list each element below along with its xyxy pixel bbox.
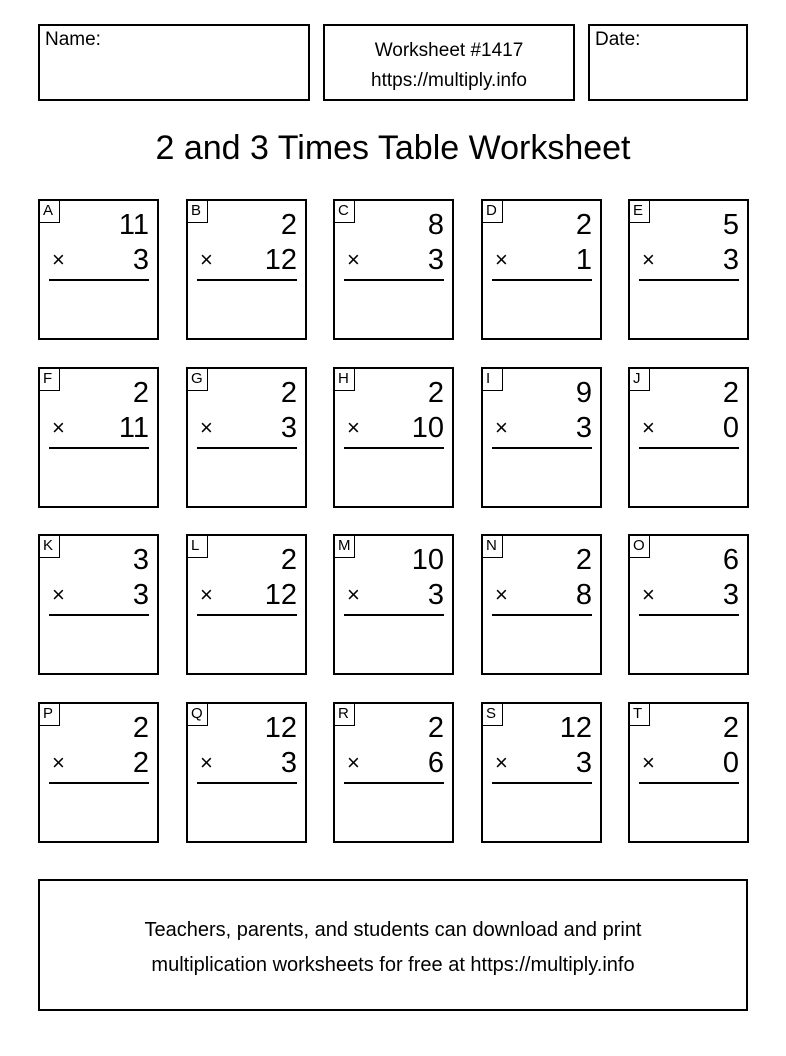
answer-line [49,279,149,281]
problem-o[interactable] [628,534,749,675]
footer-line-2: multiplication worksheets for free at https://multiply.info [151,954,635,976]
footer-line-1: Teachers, parents, and students can download and print [144,919,642,941]
problem-e[interactable] [628,199,749,340]
times-sign: × [495,582,508,607]
multiplier: 3 [427,579,444,611]
problem-b[interactable] [186,199,307,340]
times-sign: × [52,750,65,775]
problem-letter: P [40,704,60,726]
answer-line [197,279,297,281]
problem-p[interactable] [38,702,159,843]
multiplier: 3 [427,244,444,276]
multiplicand: 9 [575,377,592,409]
answer-line [639,447,739,449]
answer-line [639,614,739,616]
answer-line [344,614,444,616]
times-sign: × [52,247,65,272]
problem-letter: R [335,704,355,726]
problem-letter: G [188,369,208,391]
multiplicand: 2 [427,712,444,744]
answer-line [49,614,149,616]
problem-c[interactable] [333,199,454,340]
times-sign: × [642,247,655,272]
multiplier: 12 [264,244,297,276]
multiplicand: 2 [722,712,739,744]
multiplicand: 2 [280,544,297,576]
multiplicand: 3 [132,544,149,576]
multiplier: 10 [411,412,444,444]
times-sign: × [347,247,360,272]
answer-line [639,782,739,784]
multiplicand: 12 [559,712,592,744]
problem-letter: I [483,369,503,391]
answer-line [492,447,592,449]
problem-f[interactable] [38,367,159,508]
problem-j[interactable] [628,367,749,508]
date-label: Date: [595,29,641,50]
times-sign: × [200,247,213,272]
problem-h[interactable] [333,367,454,508]
times-sign: × [200,750,213,775]
multiplier: 3 [722,579,739,611]
multiplier: 0 [722,747,739,779]
problem-l[interactable] [186,534,307,675]
problem-s[interactable] [481,702,602,843]
problem-letter: E [630,201,650,223]
multiplicand: 2 [722,377,739,409]
problem-g[interactable] [186,367,307,508]
multiplier: 3 [132,579,149,611]
problem-letter: J [630,369,650,391]
problem-letter: F [40,369,60,391]
multiplicand: 12 [264,712,297,744]
multiplicand: 2 [280,377,297,409]
problem-grid [38,199,749,842]
answer-line [492,279,592,281]
multiplier: 8 [575,579,592,611]
problem-n[interactable] [481,534,602,675]
multiplicand: 2 [575,544,592,576]
name-label: Name: [45,29,101,50]
multiplicand: 6 [722,544,739,576]
page-title: 2 and 3 Times Table Worksheet [155,129,631,167]
multiplicand: 2 [280,209,297,241]
problem-d[interactable] [481,199,602,340]
times-sign: × [495,750,508,775]
times-sign: × [495,415,508,440]
problem-letter: T [630,704,650,726]
times-sign: × [200,582,213,607]
multiplier: 0 [722,412,739,444]
answer-line [344,447,444,449]
multiplicand: 2 [132,712,149,744]
answer-line [197,447,297,449]
answer-line [49,447,149,449]
problem-r[interactable] [333,702,454,843]
answer-line [49,782,149,784]
problem-letter: K [40,536,60,558]
times-sign: × [642,750,655,775]
answer-line [492,782,592,784]
multiplicand: 11 [118,209,149,241]
problem-k[interactable] [38,534,159,675]
multiplier: 6 [427,747,444,779]
problem-letter: D [483,201,503,223]
multiplier: 3 [132,244,149,276]
problem-letter: S [483,704,503,726]
problem-q[interactable] [186,702,307,843]
date-field-box[interactable] [588,24,748,101]
answer-line [197,782,297,784]
multiplicand: 2 [575,209,592,241]
multiplier: 2 [132,747,149,779]
problem-t[interactable] [628,702,749,843]
name-field-box[interactable] [38,24,310,101]
worksheet-number: Worksheet #1417 [374,40,524,61]
problem-letter: H [335,369,355,391]
times-sign: × [52,415,65,440]
multiplier: 12 [264,579,297,611]
multiplier: 1 [575,244,592,276]
multiplicand: 5 [722,209,739,241]
problem-letter: C [335,201,355,223]
problem-m[interactable] [333,534,454,675]
multiplicand: 8 [427,209,444,241]
problem-letter: A [40,201,60,223]
times-sign: × [495,247,508,272]
times-sign: × [347,415,360,440]
answer-line [344,279,444,281]
multiplier: 11 [118,412,149,444]
multiplicand: 2 [427,377,444,409]
answer-line [197,614,297,616]
times-sign: × [200,415,213,440]
problem-letter: N [483,536,503,558]
worksheet-url: https://multiply.info [371,70,527,91]
problem-letter: Q [188,704,208,726]
problem-letter: B [188,201,208,223]
answer-line [639,279,739,281]
problem-letter: O [630,536,650,558]
multiplier: 3 [280,412,297,444]
times-sign: × [347,582,360,607]
times-sign: × [52,582,65,607]
multiplier: 3 [722,244,739,276]
problem-letter: L [188,536,208,558]
worksheet-info-box [323,24,575,101]
times-sign: × [347,750,360,775]
problem-i[interactable] [481,367,602,508]
multiplier: 3 [280,747,297,779]
multiplier: 3 [575,747,592,779]
times-sign: × [642,415,655,440]
answer-line [344,782,444,784]
multiplicand: 2 [132,377,149,409]
problem-letter: M [335,536,355,558]
answer-line [492,614,592,616]
times-sign: × [642,582,655,607]
multiplicand: 10 [411,544,444,576]
footer-box [38,879,748,1011]
problem-a[interactable] [38,199,159,340]
multiplier: 3 [575,412,592,444]
